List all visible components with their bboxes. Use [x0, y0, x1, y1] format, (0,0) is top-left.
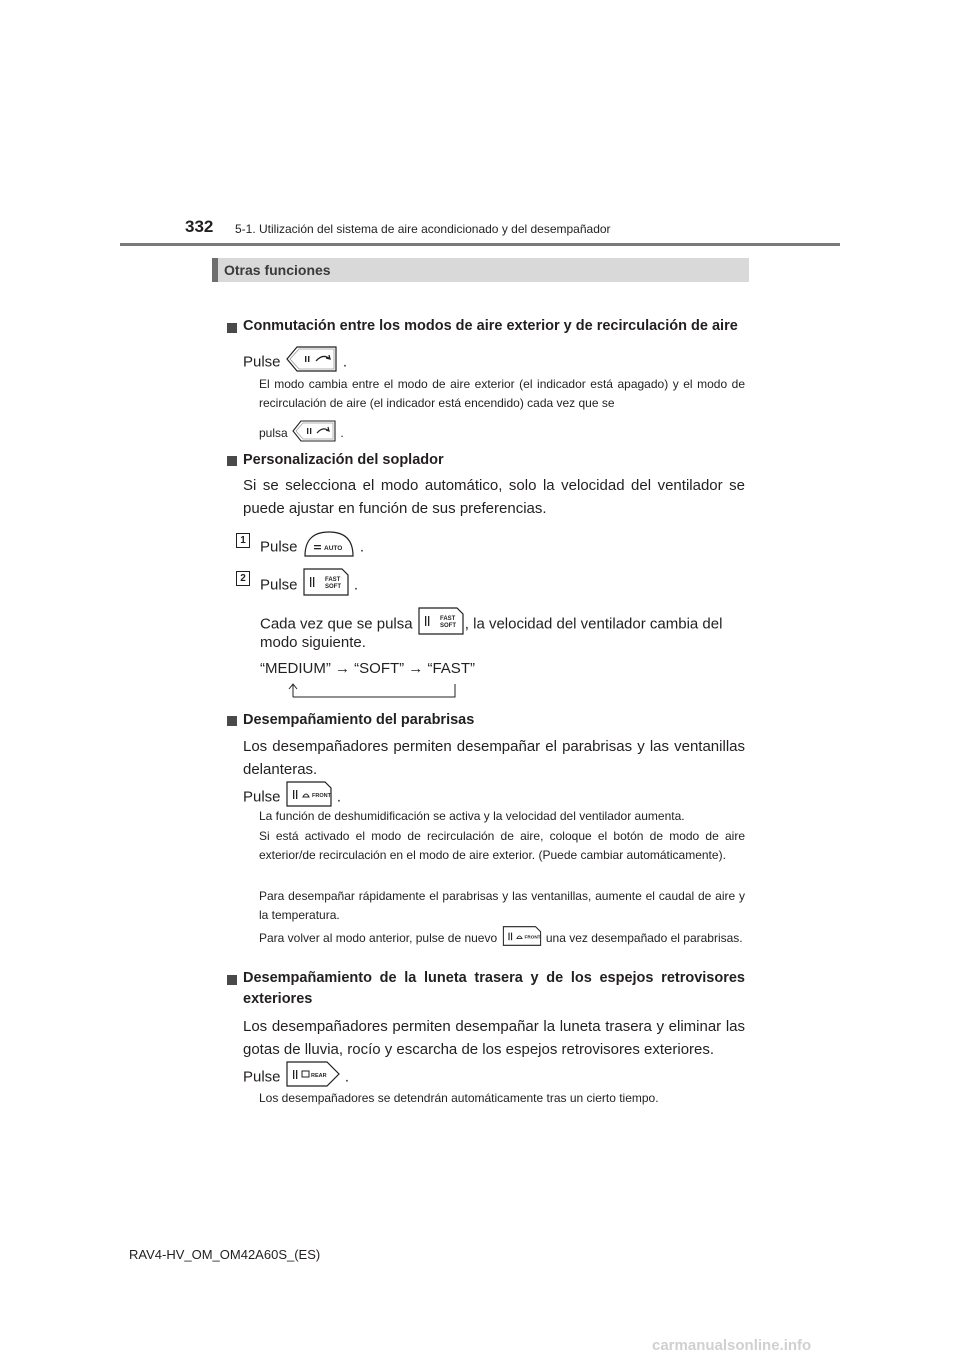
recirc-button-small-icon: [291, 419, 337, 449]
recirc-note: El modo cambia entre el modo de aire exterior (el indicador está apagado) y el modo de recirculación de aire (el indicador está encendido) cada vez que se: [259, 377, 745, 410]
note4-before: Para volver al modo anterior, pulse de nuevo: [259, 931, 498, 946]
cycle-after: , la velocidad del ventilador cambia del: [464, 615, 723, 633]
pulse-label: Pulse: [243, 353, 281, 371]
front-defrost-button-icon: [501, 925, 543, 953]
watermark: carmanualsonline.info: [652, 1337, 812, 1354]
windshield-note-1: La función de deshumidificación se activa y la velocidad del ventilador aumenta.: [259, 809, 685, 823]
soft-label: SOFT: [324, 584, 341, 590]
auto-button-icon: [302, 529, 356, 566]
cycle-before: Cada vez que se pulsa: [260, 615, 413, 633]
pulse-label: Pulse: [243, 1068, 281, 1086]
step2-label: Pulse: [260, 576, 298, 594]
auto-button-text: AUTO: [323, 545, 343, 552]
rear-note: Los desempañadores se detendrán automáticamente tras un cierto tiempo.: [259, 1091, 659, 1105]
pulse-end: .: [336, 788, 342, 806]
windshield-note-3: Para desempañar rápidamente el parabrisas y las ventanillas, aumente el caudal de aire y la temperatura.: [259, 889, 745, 922]
front-button-text: FRONT: [311, 793, 331, 799]
step-number-1: 1: [236, 533, 250, 548]
blower-step2: [260, 567, 460, 604]
windshield-note-2: Si está activado el modo de recirculación de aire, coloque el botón de modo de aire exterior/de recirculación en el modo de aire exterior. (Puede cambiar automáticamente).: [259, 829, 745, 862]
pulse-end: .: [342, 353, 348, 371]
blower-cycle-line2: modo siguiente.: [260, 634, 366, 651]
rear-heading: Desempañamiento de la luneta trasera y de los espejos retrovisores exteriores: [243, 970, 745, 1007]
bullet-square-icon: [227, 716, 237, 726]
blower-heading: Personalización del soplador: [243, 452, 444, 468]
chapter-title: 5-1. Utilización del sistema de aire acondicionado y del desempañador: [235, 222, 611, 236]
fast-label: FAST: [324, 577, 341, 583]
front-button-text: FRONT: [524, 934, 541, 940]
page-number: 332: [185, 217, 214, 236]
windshield-note-4: [259, 925, 745, 953]
section-title: Otras funciones: [224, 262, 331, 278]
header-rule: [120, 243, 840, 246]
pulse-end: .: [344, 1068, 350, 1086]
pulse-label: Pulse: [243, 788, 281, 806]
step1-end: .: [359, 538, 365, 556]
rear-body: Los desempañadores permiten desempañar la luneta trasera y eliminar las gotas de lluvia, rocío y escarcha de los espejos retrovisores exteriores.: [243, 1018, 745, 1058]
blower-step1: [260, 529, 460, 566]
footer-code: RAV4-HV_OM_OM42A60S_(ES): [129, 1247, 321, 1262]
fast-soft-button-icon: [302, 567, 350, 604]
blower-sequence: “MEDIUM” → “SOFT” → “FAST”: [260, 660, 475, 677]
recirc-heading: Conmutación entre los modos de aire exterior y de recirculación de aire: [243, 318, 738, 334]
bullet-square-icon: [227, 975, 237, 985]
note4-after: una vez desempañado el parabrisas.: [545, 931, 743, 946]
note-pulsa: pulsa: [259, 426, 288, 441]
blower-body: Si se selecciona el modo automático, solo la velocidad del ventilador se puede ajustar en función de sus preferencias.: [243, 477, 745, 517]
step1-label: Pulse: [260, 538, 298, 556]
rear-button-text: REAR: [310, 1073, 327, 1079]
sequence-return-arrow: [283, 682, 459, 705]
section-header-marker: [212, 258, 218, 282]
bullet-square-icon: [227, 456, 237, 466]
step-number-2: 2: [236, 571, 250, 586]
note-end: .: [340, 426, 344, 441]
step2-end: .: [353, 576, 359, 594]
bullet-square-icon: [227, 323, 237, 333]
windshield-body: Los desempañadores permiten desempañar el parabrisas y las ventanillas delanteras.: [243, 738, 745, 778]
fast-label: FAST: [439, 616, 456, 622]
windshield-heading: Desempañamiento del parabrisas: [243, 712, 475, 728]
recirc-note-pulsa-line: [259, 419, 459, 449]
soft-label: SOFT: [439, 623, 456, 629]
